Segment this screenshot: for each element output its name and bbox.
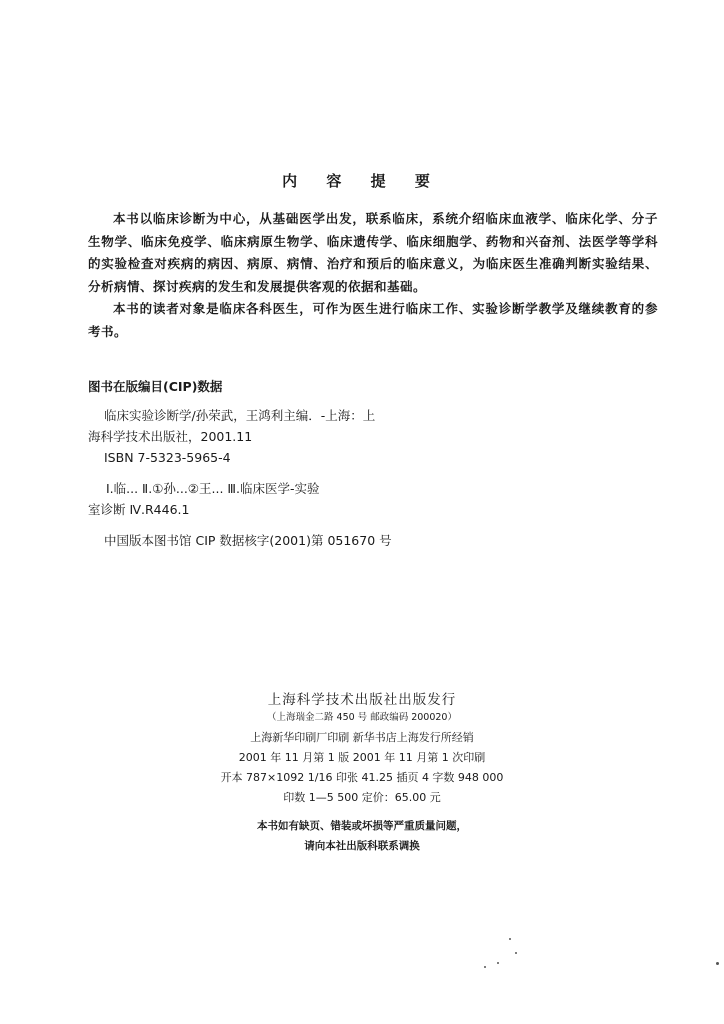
scan-speck <box>497 962 499 964</box>
summary-paragraph-2: 本书的读者对象是临床各科医生，可作为医生进行临床工作、实验诊断学教学及继续教育的参考书。 <box>88 301 658 339</box>
cip-title-line-2: 海科学技术出版社，2001.11 <box>88 429 253 444</box>
summary-paragraph-1: 本书以临床诊断为中心，从基础医学出发，联系临床，系统介绍临床血液学、临床化学、分子生物学、临床免疫学、临床病原生物学、临床遗传学、临床细胞学、药物和兴奋剂、法医学等学科的实验检查对疾病的病因、病原、病情、治疗和预后的临床意义，为临床医生准确判断实验结果、分析病情、探讨疾病的发生和发展提供客观的依据和基础。 <box>88 211 658 294</box>
imprint-address: （上海瑞金二路 450 号 邮政编码 200020） <box>267 712 457 723</box>
summary-section <box>88 208 658 343</box>
cip-isbn: ISBN 7-5323-5965-4 <box>104 450 231 465</box>
cip-subject-line-1: Ⅰ.临... Ⅱ.①孙...②王... Ⅲ.临床医学-实验 <box>106 481 320 496</box>
scan-speck <box>509 938 511 940</box>
scan-speck <box>716 962 719 965</box>
cip-data-block <box>88 376 508 551</box>
cip-heading: 图书在版编目(CIP)数据 <box>88 379 223 394</box>
cip-subject-line-2: 室诊断 Ⅳ.R446.1 <box>88 502 190 517</box>
scan-speck <box>484 966 486 968</box>
scan-speck <box>515 952 517 954</box>
imprint-specs: 开本 787×1092 1/16 印张 41.25 插页 4 字数 948 000 <box>220 771 504 784</box>
cip-core-data: 中国版本图书馆 CIP 数据核字(2001)第 051670 号 <box>104 533 392 548</box>
imprint-print-run: 印数 1—5 500 定价：65.00 元 <box>283 791 441 804</box>
imprint-block <box>0 690 724 856</box>
imprint-edition: 2001 年 11 月第 1 版 2001 年 11 月第 1 次印刷 <box>238 751 486 764</box>
imprint-publisher: 上海科学技术出版社出版发行 <box>267 692 457 708</box>
summary-heading: 内 容 提 要 <box>282 172 442 190</box>
imprint-printer: 上海新华印刷厂印刷 新华书店上海发行所经销 <box>250 731 474 744</box>
imprint-notice-line-1: 本书如有缺页、错装或坏损等严重质量问题， <box>257 820 467 832</box>
imprint-notice-line-2: 请向本社出版科联系调换 <box>304 840 420 852</box>
cip-title-line-1: 临床实验诊断学/孙荣武，王鸿利主编．-上海：上 <box>104 408 376 423</box>
